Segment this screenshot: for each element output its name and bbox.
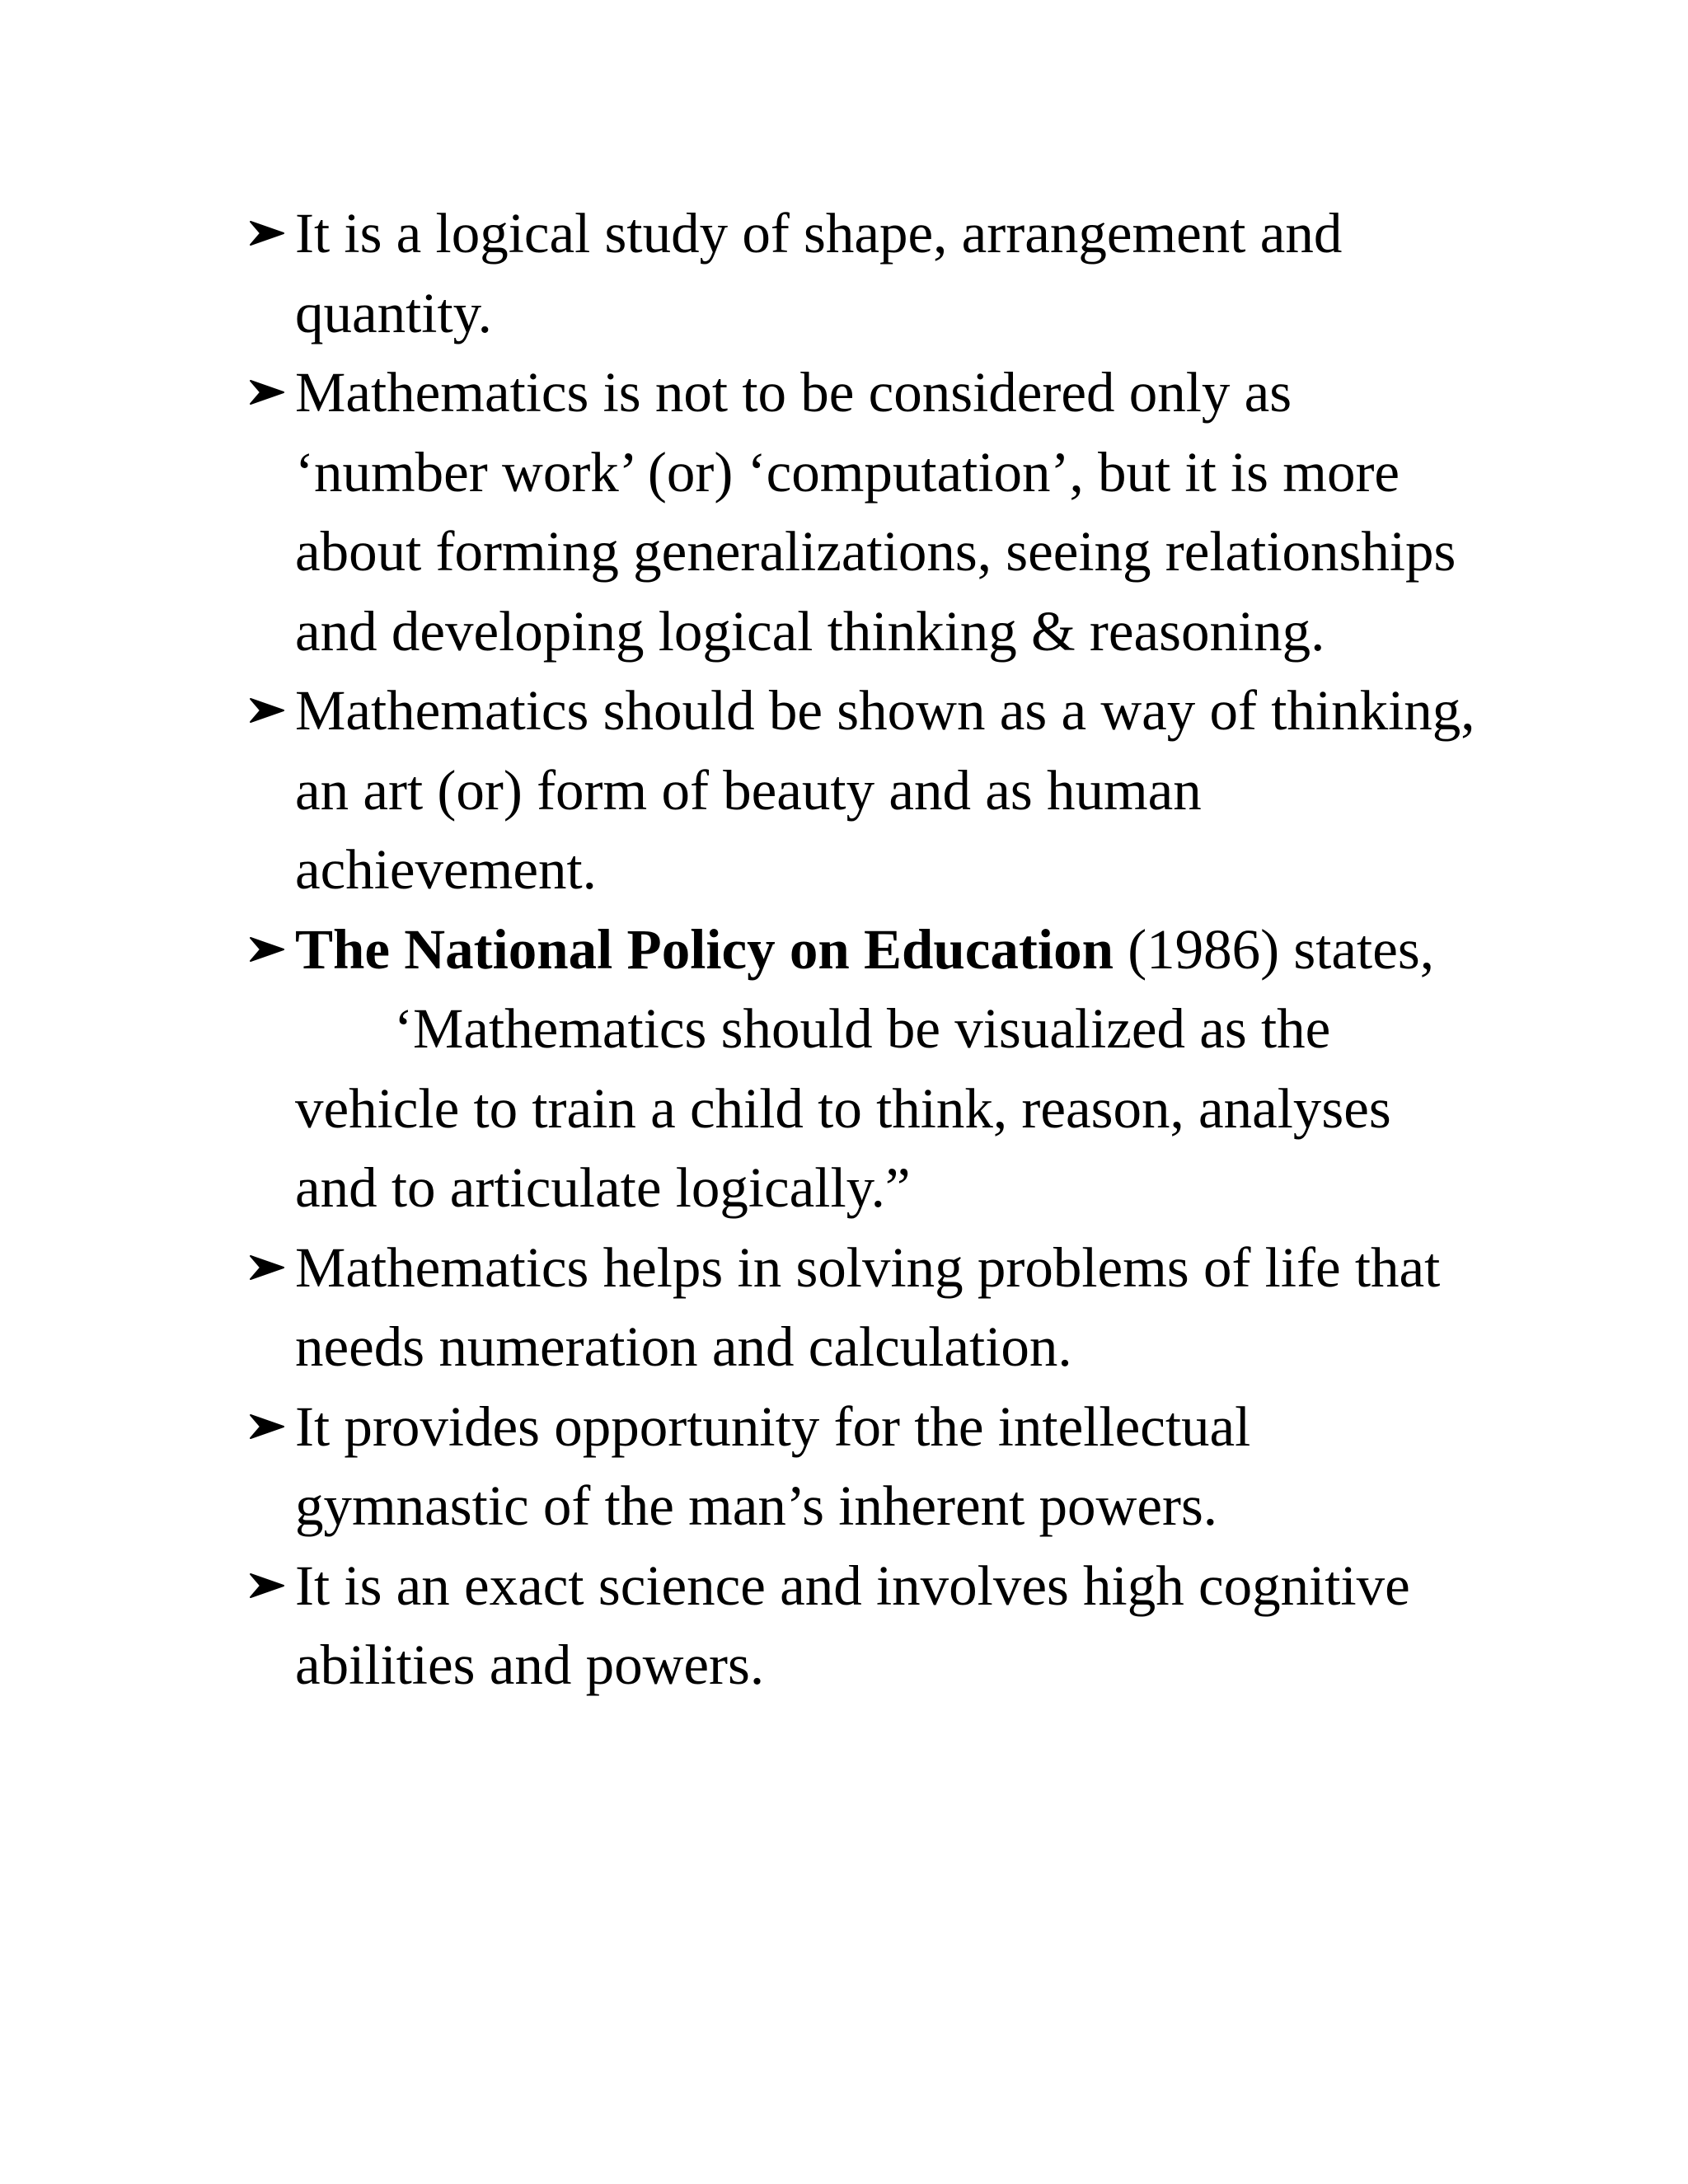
list-item-text: It provides opportunity for the intellectual gymnastic of the man’s inherent powers. [295, 1394, 1251, 1537]
list-item [247, 671, 1484, 910]
arrow-bullet-icon [247, 1412, 287, 1441]
arrow-bullet-icon [247, 1253, 287, 1282]
arrow-bullet-icon [247, 218, 287, 248]
list-item-text: It is a logical study of shape, arrangement and quantity. [295, 202, 1343, 344]
arrow-bullet-icon [247, 377, 287, 407]
policy-title: The National Policy on Education [295, 917, 1114, 981]
arrow-bullet-icon [247, 935, 287, 964]
list-item [247, 1228, 1484, 1387]
arrow-bullet-icon [247, 1571, 287, 1601]
list-item [247, 910, 1484, 1228]
list-item-text: Mathematics is not to be considered only as ‘number work’ (or) ‘computation’, but it is more about forming generalizations, seeing relationships and developing logical thinking & reasoning. [295, 361, 1456, 663]
list-item [247, 1546, 1484, 1705]
list-item-text: It is an exact science and involves high cognitive abilities and powers. [295, 1554, 1410, 1696]
list-item [247, 194, 1484, 353]
list-item [247, 1387, 1484, 1546]
list-item-text: Mathematics should be shown as a way of thinking, an art (or) form of beauty and as human achievement. [295, 679, 1475, 901]
bullet-list [247, 194, 1484, 1705]
arrow-bullet-icon [247, 696, 287, 725]
list-item [247, 353, 1484, 671]
policy-quote: ‘Mathematics should be visualized as the vehicle to train a child to think, reason, analyses and to articulate logically.” [295, 997, 1391, 1219]
list-item-text [295, 910, 1484, 990]
list-item-text: Mathematics helps in solving problems of life that needs numeration and calculation. [295, 1235, 1441, 1378]
policy-year-text: (1986) states, [1113, 917, 1434, 981]
